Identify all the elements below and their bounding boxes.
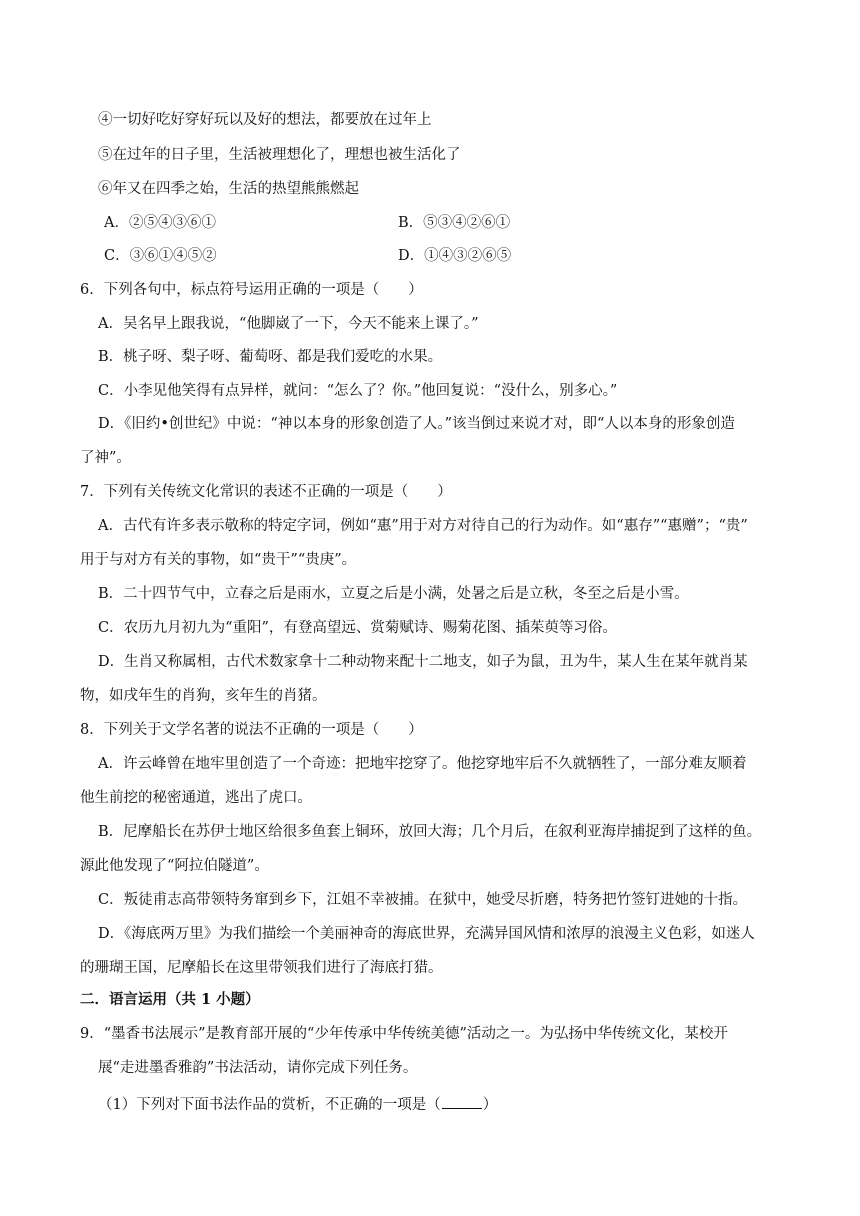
q9-sub1-close: ） <box>482 1097 498 1113</box>
q6-option-b: B．桃子呀、梨子呀、葡萄呀、都是我们爱吃的水果。 <box>98 349 443 365</box>
q8-stem: 8．下列关于文学名著的说法不正确的一项是（ ） <box>80 722 423 738</box>
ordering-item-6: ⑥年又在四季之始，生活的热望熊熊燃起 <box>98 181 359 197</box>
q7-option-a-line2: 用于与对方有关的事物，如“贵干”“贵庚”。 <box>80 552 357 568</box>
answer-blank <box>442 1094 482 1109</box>
q8-option-b-line2: 源此他发现了“阿拉伯隧道”。 <box>80 858 269 874</box>
q5-option-b: B．⑤③④②⑥① <box>398 215 511 231</box>
q5-option-a: A．②⑤④③⑥① <box>104 215 216 231</box>
q6-option-d-line2: 了神”。 <box>80 450 131 466</box>
q9-stem-line2: 展“走进墨香雅韵”书法活动，请你完成下列任务。 <box>98 1060 418 1076</box>
q7-option-a-line1: A．古代有许多表示敬称的特定字词，例如“惠”用于对方对待自己的行为动作。如“惠存”“惠赠”；“贵” <box>98 518 748 534</box>
q8-option-a-line1: A．许云峰曾在地牢里创造了一个奇迹：把地牢挖穿了。他挖穿地牢后不久就牺牲了，一部分难友顺着 <box>98 756 747 772</box>
q8-option-b-line1: B．尼摩船长在苏伊士地区给很多鱼套上铜环，放回大海；几个月后，在叙利亚海岸捕捉到了这样的鱼。 <box>98 824 762 840</box>
q7-option-d-line1: D．生肖又称属相，古代术数家拿十二种动物来配十二地支，如子为鼠，丑为牛，某人生在某年就肖某 <box>98 654 748 670</box>
q7-option-b: B．二十四节气中，立春之后是雨水，立夏之后是小满，处暑之后是立秋，冬至之后是小雪。 <box>98 586 689 602</box>
q6-option-d-line1: D．《旧约•创世纪》中说：“神以本身的形象创造了人。”该当倒过来说才对，即“人以本身的形象创造 <box>98 416 735 432</box>
q6-option-c: C．小李见他笑得有点异样，就问：“怎么了？你。”他回复说：“没什么，别多心。” <box>98 383 618 399</box>
q5-option-d: D．①④③②⑥⑤ <box>398 248 512 264</box>
q7-option-c: C．农历九月初九为“重阳”，有登高望远、赏菊赋诗、赐菊花图、插茱萸等习俗。 <box>98 620 617 636</box>
section-heading: 二．语言运用（共 1 小题） <box>80 991 260 1008</box>
q7-option-d-line2: 物，如戌年生的肖狗，亥年生的肖猪。 <box>80 688 327 704</box>
q8-option-c: C．叛徒甫志高带领特务窜到乡下，江姐不幸被捕。在狱中，她受尽折磨，特务把竹签钉进她的十指。 <box>98 892 748 908</box>
q7-stem: 7．下列有关传统文化常识的表述不正确的一项是（ ） <box>80 484 452 500</box>
q6-stem: 6．下列各句中，标点符号运用正确的一项是（ ） <box>80 282 423 298</box>
ordering-item-4: ④一切好吃好穿好玩以及好的想法，都要放在过年上 <box>98 112 432 128</box>
q8-option-d-line1: D．《海底两万里》为我们描绘一个美丽神奇的海底世界，充满异国风情和浓厚的浪漫主义色彩，如迷人 <box>98 926 755 942</box>
q9-sub1-text: （1）下列对下面书法作品的赏析，不正确的一项是（ <box>98 1097 441 1113</box>
q6-option-a: A．吴名早上跟我说，“他脚崴了一下，今天不能来上课了。” <box>98 316 479 332</box>
q8-option-a-line2: 他生前挖的秘密通道，逃出了虎口。 <box>80 790 312 806</box>
q9-stem-line1: 9．“墨香书法展示”是教育部开展的“少年传承中华传统美德”活动之一。为弘扬中华传统文化，某校开 <box>80 1026 728 1042</box>
q9-subquestion-1 <box>98 1094 497 1115</box>
ordering-item-5: ⑤在过年的日子里，生活被理想化了，理想也被生活化了 <box>98 147 461 163</box>
q8-option-d-line2: 的珊瑚王国，尼摩船长在这里带领我们进行了海底打猎。 <box>80 960 443 976</box>
q5-option-c: C．③⑥①④⑤② <box>104 248 217 264</box>
